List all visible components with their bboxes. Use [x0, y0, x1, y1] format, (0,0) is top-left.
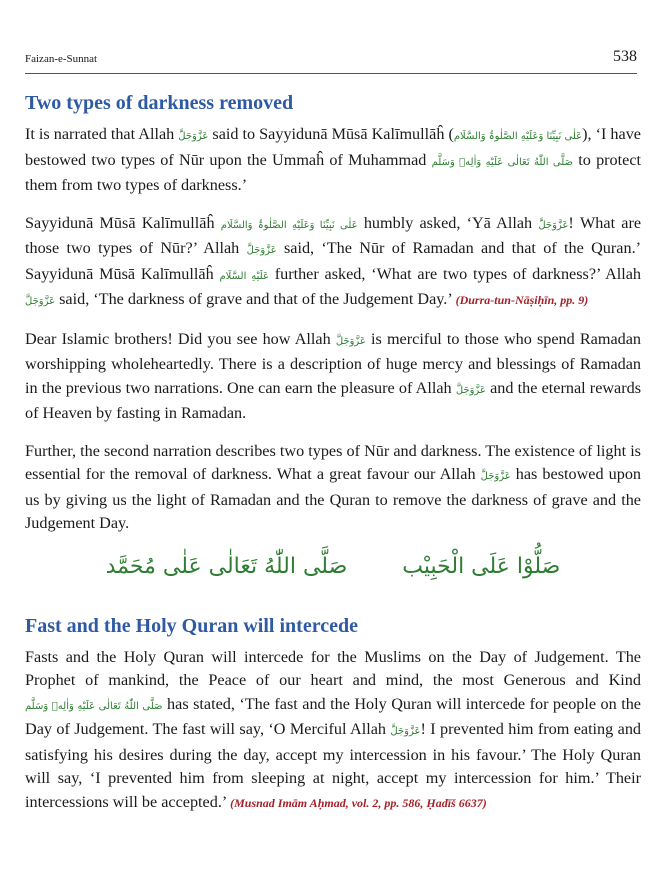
arabic-honorific: عَزَّوَجَلَّ — [246, 245, 277, 256]
paragraph: Dear Islamic brothers! Did you see how Allah عَزَّوَجَلَّ is merciful to those who spend Ramadan worshipping wholeheartedly. There is a description of huge mercy and blessings of Ramadan in the previous two narrations. One can earn the pleasure of Allah عَزَّوَجَلَّ and the eternal rewards of Heaven by fasting in Ramadan. — [25, 329, 642, 422]
section-heading-intercede: Fast and the Holy Quran will intercede — [25, 614, 358, 637]
arabic-honorific: عَزَّوَجَلَّ — [178, 131, 209, 142]
arabic-honorific: عَزَّوَجَلَّ — [538, 219, 569, 231]
arabic-honorific: عَزَّوَجَلَّ — [335, 335, 366, 347]
durood-left: صَلَّی اللّٰهُ تَعَالٰی عَلٰی مُحَمَّد — [105, 553, 348, 579]
arabic-honorific: عَزَّوَجَلَّ — [25, 296, 56, 307]
durood-right: صَلُّوْا عَلَی الْحَبِیْب — [402, 553, 561, 579]
arabic-honorific: عَزَّوَجَلَّ — [390, 726, 421, 737]
arabic-honorific: عَلَیْهِ السَّلَام — [219, 270, 269, 282]
page-content — [25, 92, 641, 829]
page-header — [25, 50, 637, 74]
paragraph: Further, the second narration describes two types of Nūr and darkness. The existence of light is essential for the removal of darkness. What a great favour our Allah عَزَّوَجَلَّ has bestowed upon us by giving us the light of Ramadan and the Quran to remove the darkness of grave and the Judgement Day. — [25, 441, 642, 532]
book-title: Faizan-e-Sunnat — [25, 53, 98, 65]
header-divider — [25, 73, 637, 74]
page-number: 538 — [613, 48, 637, 65]
citation: (Durra-tun-Nāṣiḥīn, pp. 9) — [455, 293, 589, 307]
citation: (Musnad Imām Aḥmad, vol. 2, pp. 586, Ḥadīš 6637) — [230, 795, 487, 810]
paragraph: Fasts and the Holy Quran will intercede for the Muslims on the Day of Judgement. The Prophet of mankind, the Peace of our heart and mind, the most Generous and Kind صَلَّی اللّٰهُ تَعَالٰی عَلَیْهِ وَاٰلِهٖ وَسَلَّم has stated, ‘The fast and the Holy Quran will intercede for people on the Day of Judgement. The fast will say, ‘O Merciful Allah عَزَّوَجَلَّ! I prevented him from eating and satisfying his desires during the day, accept my intercession in his favour.’ The Holy Quran will say, ‘I prevented him from sleeping at night, accept my intercession for him.’ Their intercessions will be accepted.’ (Musnad Imām Aḥmad, vol. 2, pp. 586, Ḥadīš 6637) — [25, 647, 642, 811]
arabic-honorific: صَلَّی اللّٰهُ تَعَالٰی عَلَیْهِ وَاٰلِهٖ وَسَلَّم — [25, 700, 163, 712]
arabic-honorific: صَلَّی اللّٰهُ تَعَالٰی عَلَیْهِ وَاٰلِهٖ وَسَلَّم — [431, 156, 573, 168]
arabic-honorific: عَزَّوَجَلَّ — [480, 471, 511, 482]
paragraph: Sayyidunā Mūsā Kalīmullāĥ عَلٰی نَبِیِّنَا وَعَلَیْهِ الصَّلٰوۃُ وَالسَّلَام humbly asked, ‘Yā Allah عَزَّوَجَلَّ! What are those two types of Nūr?’ Allah عَزَّوَجَلَّ said, ‘The Nūr of Ramadan and that of the Quran.’ Sayyidunā Mūsā Kalīmullāĥ عَلَیْهِ السَّلَام further asked, ‘What are two types of darkness?’ Allah عَزَّوَجَلَّ said, ‘The darkness of grave and that of the Judgement Day.’ (Durra-tun-Nāṣiḥīn, pp. 9) — [25, 213, 642, 308]
durood-line — [25, 554, 641, 579]
arabic-honorific: عَزَّوَجَلَّ — [455, 384, 486, 396]
paragraph: It is narrated that Allah عَزَّوَجَلَّ said to Sayyidunā Mūsā Kalīmullāĥ (عَلٰی نَبِیِّنَا وَعَلَیْهِ الصَّلٰوۃُ وَالسَّلَام), ‘I have bestowed two types of Nūr upon the Ummaĥ of Muhammad صَلَّی اللّٰهُ تَعَالٰی عَلَیْهِ وَاٰلِهٖ وَسَلَّم to protect them from two types of darkness.’ — [25, 125, 642, 194]
arabic-honorific: عَلٰی نَبِیِّنَا وَعَلَیْهِ الصَّلٰوۃُ وَالسَّلَام — [220, 219, 358, 231]
section-heading-darkness: Two types of darkness removed — [25, 92, 294, 114]
arabic-honorific: عَلٰی نَبِیِّنَا وَعَلَیْهِ الصَّلٰوۃُ وَالسَّلَام — [453, 131, 583, 142]
